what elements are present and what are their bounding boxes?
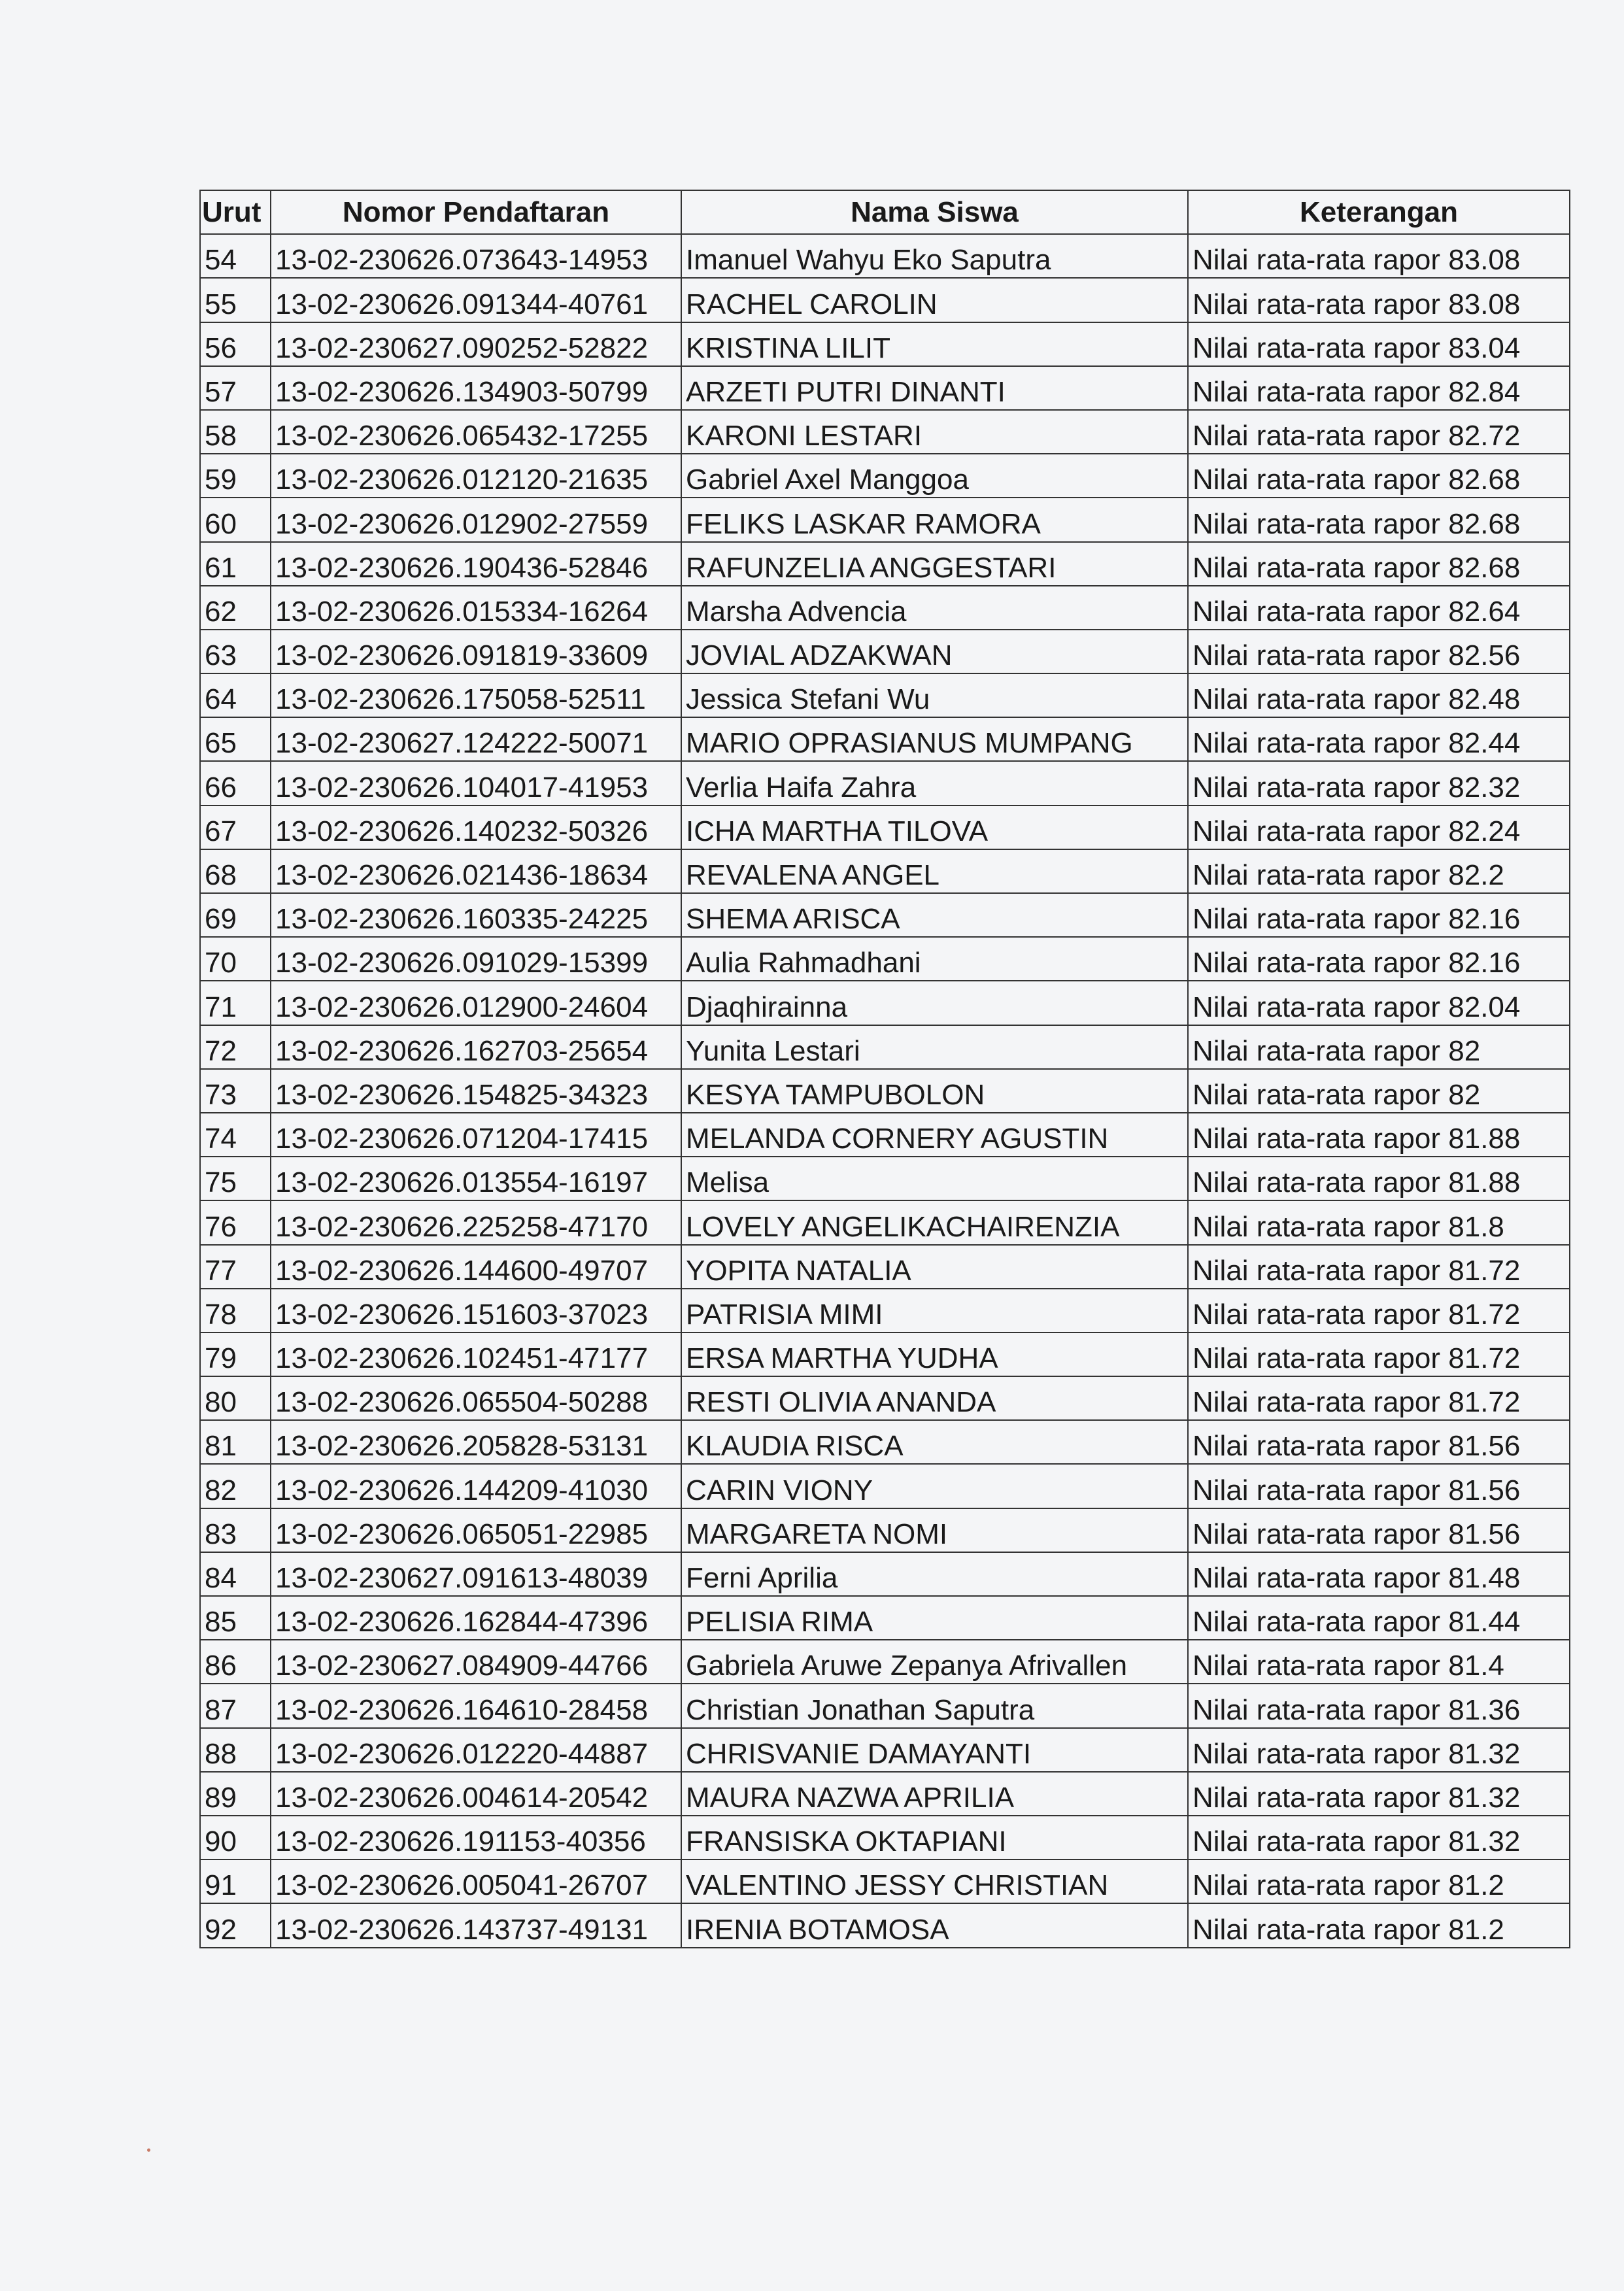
cell-nomor-pendaftaran: 13-02-230626.162844-47396 <box>271 1596 681 1640</box>
cell-keterangan: Nilai rata-rata rapor 82.68 <box>1188 498 1570 541</box>
cell-nama-siswa: Christian Jonathan Saputra <box>681 1684 1188 1727</box>
cell-nomor-pendaftaran: 13-02-230626.225258-47170 <box>271 1200 681 1244</box>
table-row <box>200 410 1570 454</box>
table-row <box>200 937 1570 981</box>
cell-urut: 79 <box>200 1332 271 1376</box>
cell-keterangan: Nilai rata-rata rapor 83.04 <box>1188 322 1570 366</box>
cell-nomor-pendaftaran: 13-02-230626.065504-50288 <box>271 1376 681 1420</box>
cell-nomor-pendaftaran: 13-02-230626.021436-18634 <box>271 849 681 893</box>
table-row <box>200 1816 1570 1859</box>
table-row <box>200 278 1570 322</box>
cell-nomor-pendaftaran: 13-02-230626.065432-17255 <box>271 410 681 454</box>
cell-nomor-pendaftaran: 13-02-230626.071204-17415 <box>271 1113 681 1157</box>
cell-keterangan: Nilai rata-rata rapor 81.88 <box>1188 1113 1570 1157</box>
cell-nama-siswa: Melisa <box>681 1157 1188 1200</box>
cell-nama-siswa: RAFUNZELIA ANGGESTARI <box>681 542 1188 586</box>
cell-urut: 88 <box>200 1728 271 1772</box>
cell-nomor-pendaftaran: 13-02-230626.012120-21635 <box>271 454 681 498</box>
cell-urut: 76 <box>200 1200 271 1244</box>
cell-nama-siswa: REVALENA ANGEL <box>681 849 1188 893</box>
cell-nomor-pendaftaran: 13-02-230626.162703-25654 <box>271 1025 681 1069</box>
cell-nomor-pendaftaran: 13-02-230626.143737-49131 <box>271 1903 681 1947</box>
table-row <box>200 1684 1570 1727</box>
table-row <box>200 1508 1570 1552</box>
cell-nama-siswa: CARIN VIONY <box>681 1464 1188 1508</box>
cell-nomor-pendaftaran: 13-02-230626.144600-49707 <box>271 1245 681 1289</box>
cell-keterangan: Nilai rata-rata rapor 82.2 <box>1188 849 1570 893</box>
cell-nomor-pendaftaran: 13-02-230626.012902-27559 <box>271 498 681 541</box>
cell-keterangan: Nilai rata-rata rapor 81.44 <box>1188 1596 1570 1640</box>
cell-keterangan: Nilai rata-rata rapor 83.08 <box>1188 278 1570 322</box>
header-keterangan: Keterangan <box>1188 190 1570 234</box>
cell-urut: 81 <box>200 1420 271 1464</box>
scan-speck <box>147 2148 150 2152</box>
cell-keterangan: Nilai rata-rata rapor 81.4 <box>1188 1640 1570 1684</box>
cell-nomor-pendaftaran: 13-02-230626.175058-52511 <box>271 673 681 717</box>
table-row <box>200 717 1570 761</box>
table-row <box>200 1200 1570 1244</box>
cell-urut: 72 <box>200 1025 271 1069</box>
table-row <box>200 1069 1570 1113</box>
cell-urut: 87 <box>200 1684 271 1727</box>
cell-urut: 66 <box>200 761 271 805</box>
student-ranking-table <box>199 190 1570 1948</box>
cell-keterangan: Nilai rata-rata rapor 81.32 <box>1188 1816 1570 1859</box>
cell-keterangan: Nilai rata-rata rapor 81.2 <box>1188 1859 1570 1903</box>
cell-nama-siswa: VALENTINO JESSY CHRISTIAN <box>681 1859 1188 1903</box>
cell-nama-siswa: IRENIA BOTAMOSA <box>681 1903 1188 1947</box>
cell-urut: 54 <box>200 234 271 278</box>
cell-keterangan: Nilai rata-rata rapor 82.32 <box>1188 761 1570 805</box>
cell-nama-siswa: KRISTINA LILIT <box>681 322 1188 366</box>
cell-urut: 85 <box>200 1596 271 1640</box>
cell-nama-siswa: Marsha Advencia <box>681 586 1188 630</box>
cell-nomor-pendaftaran: 13-02-230626.134903-50799 <box>271 366 681 410</box>
cell-keterangan: Nilai rata-rata rapor 82.48 <box>1188 673 1570 717</box>
table-row <box>200 322 1570 366</box>
cell-keterangan: Nilai rata-rata rapor 81.32 <box>1188 1728 1570 1772</box>
cell-urut: 86 <box>200 1640 271 1684</box>
table-row <box>200 761 1570 805</box>
cell-nama-siswa: KESYA TAMPUBOLON <box>681 1069 1188 1113</box>
cell-urut: 91 <box>200 1859 271 1903</box>
cell-keterangan: Nilai rata-rata rapor 81.8 <box>1188 1200 1570 1244</box>
cell-urut: 55 <box>200 278 271 322</box>
cell-nomor-pendaftaran: 13-02-230626.004614-20542 <box>271 1772 681 1816</box>
cell-keterangan: Nilai rata-rata rapor 83.08 <box>1188 234 1570 278</box>
cell-nomor-pendaftaran: 13-02-230626.091029-15399 <box>271 937 681 981</box>
cell-urut: 57 <box>200 366 271 410</box>
cell-nama-siswa: Aulia Rahmadhani <box>681 937 1188 981</box>
cell-nama-siswa: ICHA MARTHA TILOVA <box>681 806 1188 849</box>
cell-urut: 65 <box>200 717 271 761</box>
cell-keterangan: Nilai rata-rata rapor 82.16 <box>1188 893 1570 937</box>
table-row <box>200 1332 1570 1376</box>
table-row <box>200 806 1570 849</box>
cell-keterangan: Nilai rata-rata rapor 82.84 <box>1188 366 1570 410</box>
cell-nama-siswa: FELIKS LASKAR RAMORA <box>681 498 1188 541</box>
cell-keterangan: Nilai rata-rata rapor 81.36 <box>1188 1684 1570 1727</box>
cell-nama-siswa: PATRISIA MIMI <box>681 1289 1188 1332</box>
cell-urut: 83 <box>200 1508 271 1552</box>
cell-urut: 62 <box>200 586 271 630</box>
cell-nama-siswa: MELANDA CORNERY AGUSTIN <box>681 1113 1188 1157</box>
cell-nama-siswa: YOPITA NATALIA <box>681 1245 1188 1289</box>
cell-nomor-pendaftaran: 13-02-230626.160335-24225 <box>271 893 681 937</box>
cell-nama-siswa: PELISIA RIMA <box>681 1596 1188 1640</box>
cell-keterangan: Nilai rata-rata rapor 82.72 <box>1188 410 1570 454</box>
cell-urut: 73 <box>200 1069 271 1113</box>
table-row <box>200 1596 1570 1640</box>
table-row <box>200 1289 1570 1332</box>
cell-urut: 70 <box>200 937 271 981</box>
cell-keterangan: Nilai rata-rata rapor 82 <box>1188 1069 1570 1113</box>
cell-keterangan: Nilai rata-rata rapor 81.72 <box>1188 1332 1570 1376</box>
cell-urut: 63 <box>200 630 271 673</box>
cell-keterangan: Nilai rata-rata rapor 81.56 <box>1188 1420 1570 1464</box>
cell-keterangan: Nilai rata-rata rapor 81.48 <box>1188 1552 1570 1596</box>
cell-nama-siswa: FRANSISKA OKTAPIANI <box>681 1816 1188 1859</box>
cell-urut: 69 <box>200 893 271 937</box>
cell-urut: 89 <box>200 1772 271 1816</box>
cell-nama-siswa: Gabriel Axel Manggoa <box>681 454 1188 498</box>
cell-nama-siswa: KARONI LESTARI <box>681 410 1188 454</box>
table-row <box>200 1245 1570 1289</box>
cell-nomor-pendaftaran: 13-02-230626.164610-28458 <box>271 1684 681 1727</box>
cell-nama-siswa: Jessica Stefani Wu <box>681 673 1188 717</box>
cell-urut: 56 <box>200 322 271 366</box>
cell-keterangan: Nilai rata-rata rapor 81.88 <box>1188 1157 1570 1200</box>
table-row <box>200 1113 1570 1157</box>
cell-keterangan: Nilai rata-rata rapor 81.2 <box>1188 1903 1570 1947</box>
cell-nama-siswa: SHEMA ARISCA <box>681 893 1188 937</box>
table-row <box>200 673 1570 717</box>
cell-nomor-pendaftaran: 13-02-230626.140232-50326 <box>271 806 681 849</box>
cell-nama-siswa: ERSA MARTHA YUDHA <box>681 1332 1188 1376</box>
cell-nama-siswa: CHRISVANIE DAMAYANTI <box>681 1728 1188 1772</box>
cell-keterangan: Nilai rata-rata rapor 82.68 <box>1188 454 1570 498</box>
cell-nama-siswa: Djaqhirainna <box>681 981 1188 1025</box>
cell-nama-siswa: Yunita Lestari <box>681 1025 1188 1069</box>
cell-keterangan: Nilai rata-rata rapor 81.72 <box>1188 1376 1570 1420</box>
cell-nomor-pendaftaran: 13-02-230626.190436-52846 <box>271 542 681 586</box>
header-nama-siswa: Nama Siswa <box>681 190 1188 234</box>
cell-nama-siswa: MAURA NAZWA APRILIA <box>681 1772 1188 1816</box>
cell-keterangan: Nilai rata-rata rapor 82.56 <box>1188 630 1570 673</box>
table-row <box>200 849 1570 893</box>
table-row <box>200 1552 1570 1596</box>
cell-urut: 74 <box>200 1113 271 1157</box>
cell-nomor-pendaftaran: 13-02-230626.144209-41030 <box>271 1464 681 1508</box>
cell-keterangan: Nilai rata-rata rapor 81.56 <box>1188 1508 1570 1552</box>
header-nomor-pendaftaran: Nomor Pendaftaran <box>271 190 681 234</box>
cell-nama-siswa: JOVIAL ADZAKWAN <box>681 630 1188 673</box>
cell-urut: 77 <box>200 1245 271 1289</box>
cell-nomor-pendaftaran: 13-02-230626.151603-37023 <box>271 1289 681 1332</box>
cell-nama-siswa: Imanuel Wahyu Eko Saputra <box>681 234 1188 278</box>
table-row <box>200 542 1570 586</box>
cell-nomor-pendaftaran: 13-02-230626.154825-34323 <box>271 1069 681 1113</box>
table-row <box>200 366 1570 410</box>
table-row <box>200 1640 1570 1684</box>
cell-keterangan: Nilai rata-rata rapor 82.04 <box>1188 981 1570 1025</box>
table-row <box>200 1376 1570 1420</box>
cell-keterangan: Nilai rata-rata rapor 82 <box>1188 1025 1570 1069</box>
cell-urut: 59 <box>200 454 271 498</box>
cell-keterangan: Nilai rata-rata rapor 82.24 <box>1188 806 1570 849</box>
table-header-row <box>200 190 1570 234</box>
cell-urut: 67 <box>200 806 271 849</box>
table-row <box>200 981 1570 1025</box>
cell-urut: 75 <box>200 1157 271 1200</box>
cell-nomor-pendaftaran: 13-02-230626.005041-26707 <box>271 1859 681 1903</box>
table-row <box>200 234 1570 278</box>
scanned-page <box>199 190 1569 1948</box>
cell-urut: 58 <box>200 410 271 454</box>
table-row <box>200 1420 1570 1464</box>
cell-urut: 71 <box>200 981 271 1025</box>
cell-keterangan: Nilai rata-rata rapor 82.64 <box>1188 586 1570 630</box>
table-row <box>200 454 1570 498</box>
cell-nomor-pendaftaran: 13-02-230626.015334-16264 <box>271 586 681 630</box>
cell-nomor-pendaftaran: 13-02-230627.124222-50071 <box>271 717 681 761</box>
cell-nomor-pendaftaran: 13-02-230626.102451-47177 <box>271 1332 681 1376</box>
cell-nomor-pendaftaran: 13-02-230626.191153-40356 <box>271 1816 681 1859</box>
cell-urut: 78 <box>200 1289 271 1332</box>
table-row <box>200 893 1570 937</box>
cell-keterangan: Nilai rata-rata rapor 82.68 <box>1188 542 1570 586</box>
table-row <box>200 1728 1570 1772</box>
cell-keterangan: Nilai rata-rata rapor 82.44 <box>1188 717 1570 761</box>
cell-nama-siswa: RACHEL CAROLIN <box>681 278 1188 322</box>
cell-urut: 60 <box>200 498 271 541</box>
cell-nama-siswa: ARZETI PUTRI DINANTI <box>681 366 1188 410</box>
cell-urut: 90 <box>200 1816 271 1859</box>
cell-keterangan: Nilai rata-rata rapor 81.72 <box>1188 1289 1570 1332</box>
table-row <box>200 498 1570 541</box>
cell-nama-siswa: KLAUDIA RISCA <box>681 1420 1188 1464</box>
cell-nama-siswa: MARIO OPRASIANUS MUMPANG <box>681 717 1188 761</box>
cell-nomor-pendaftaran: 13-02-230626.012220-44887 <box>271 1728 681 1772</box>
cell-nomor-pendaftaran: 13-02-230627.091613-48039 <box>271 1552 681 1596</box>
cell-nomor-pendaftaran: 13-02-230626.073643-14953 <box>271 234 681 278</box>
cell-nama-siswa: Verlia Haifa Zahra <box>681 761 1188 805</box>
cell-urut: 80 <box>200 1376 271 1420</box>
cell-nama-siswa: Gabriela Aruwe Zepanya Afrivallen <box>681 1640 1188 1684</box>
cell-nama-siswa: MARGARETA NOMI <box>681 1508 1188 1552</box>
header-urut: Urut <box>200 190 271 234</box>
table-row <box>200 1464 1570 1508</box>
cell-nomor-pendaftaran: 13-02-230626.091819-33609 <box>271 630 681 673</box>
table-body <box>200 234 1570 1947</box>
cell-nama-siswa: Ferni Aprilia <box>681 1552 1188 1596</box>
table-row <box>200 586 1570 630</box>
cell-urut: 68 <box>200 849 271 893</box>
cell-keterangan: Nilai rata-rata rapor 82.16 <box>1188 937 1570 981</box>
cell-urut: 64 <box>200 673 271 717</box>
cell-keterangan: Nilai rata-rata rapor 81.56 <box>1188 1464 1570 1508</box>
cell-nomor-pendaftaran: 13-02-230626.012900-24604 <box>271 981 681 1025</box>
table-row <box>200 630 1570 673</box>
cell-urut: 82 <box>200 1464 271 1508</box>
cell-nomor-pendaftaran: 13-02-230626.013554-16197 <box>271 1157 681 1200</box>
cell-urut: 84 <box>200 1552 271 1596</box>
table-row <box>200 1903 1570 1947</box>
cell-nomor-pendaftaran: 13-02-230626.205828-53131 <box>271 1420 681 1464</box>
cell-urut: 61 <box>200 542 271 586</box>
cell-nomor-pendaftaran: 13-02-230626.104017-41953 <box>271 761 681 805</box>
cell-nomor-pendaftaran: 13-02-230626.091344-40761 <box>271 278 681 322</box>
cell-nama-siswa: RESTI OLIVIA ANANDA <box>681 1376 1188 1420</box>
table-row <box>200 1859 1570 1903</box>
cell-keterangan: Nilai rata-rata rapor 81.32 <box>1188 1772 1570 1816</box>
cell-keterangan: Nilai rata-rata rapor 81.72 <box>1188 1245 1570 1289</box>
cell-nomor-pendaftaran: 13-02-230627.084909-44766 <box>271 1640 681 1684</box>
cell-urut: 92 <box>200 1903 271 1947</box>
cell-nomor-pendaftaran: 13-02-230627.090252-52822 <box>271 322 681 366</box>
cell-nomor-pendaftaran: 13-02-230626.065051-22985 <box>271 1508 681 1552</box>
table-row <box>200 1025 1570 1069</box>
table-row <box>200 1772 1570 1816</box>
table-row <box>200 1157 1570 1200</box>
cell-nama-siswa: LOVELY ANGELIKACHAIRENZIA <box>681 1200 1188 1244</box>
